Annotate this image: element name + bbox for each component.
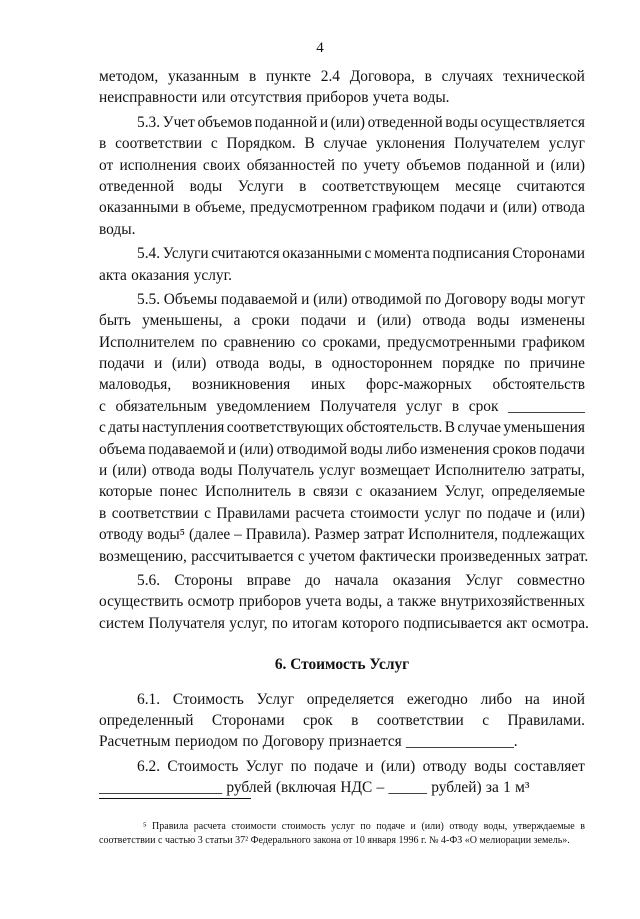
word: предусмотренными xyxy=(387,333,516,351)
word: быть xyxy=(99,312,131,330)
word: и xyxy=(489,199,498,217)
text-line xyxy=(99,265,585,286)
word: одностороннем xyxy=(331,355,433,373)
word: ______________. xyxy=(406,733,518,751)
word: Учет xyxy=(162,113,195,131)
paragraph-5-3 xyxy=(99,112,585,240)
word: услуг xyxy=(406,397,443,415)
text-line xyxy=(99,66,585,87)
word: по xyxy=(341,156,358,174)
word: по xyxy=(504,355,521,373)
word: подписывается xyxy=(403,614,503,632)
word: со xyxy=(301,333,317,351)
word: (или) xyxy=(550,156,585,174)
word: своих xyxy=(202,156,241,174)
word: 1 xyxy=(503,779,511,797)
word: 6.2. xyxy=(137,757,161,775)
word: считаются xyxy=(211,245,280,263)
word: Исполнитель xyxy=(205,483,292,501)
word: сроками, xyxy=(322,333,381,351)
word: и xyxy=(99,462,108,480)
word: фактически xyxy=(359,547,436,565)
word: приборов xyxy=(306,89,369,107)
footnote-separator xyxy=(99,798,251,799)
word: и xyxy=(301,290,310,308)
word: услуг xyxy=(319,462,356,480)
word: на xyxy=(524,690,540,708)
word: (или) xyxy=(239,440,274,458)
word: затраты, xyxy=(530,462,585,480)
paragraph-gap xyxy=(99,634,585,637)
word: либо xyxy=(480,690,513,708)
word: В xyxy=(444,419,455,437)
word: осуществить xyxy=(99,593,184,611)
word: (или) xyxy=(380,757,416,775)
word: и xyxy=(357,312,366,330)
text-line xyxy=(99,197,585,218)
word: изменения xyxy=(420,440,490,458)
word: приборов xyxy=(238,593,302,611)
text-line xyxy=(99,133,585,154)
word: акт xyxy=(506,614,528,632)
word: причине xyxy=(529,355,585,373)
word: в xyxy=(299,177,307,195)
word: форс-мажорных xyxy=(366,376,472,394)
paragraph-5-6 xyxy=(99,570,589,634)
word: 5.4. xyxy=(137,245,161,263)
word: Услуги xyxy=(162,245,209,263)
word: составляет xyxy=(514,757,585,775)
word: воды, xyxy=(268,355,306,373)
text-line xyxy=(99,353,585,374)
word: сроков xyxy=(492,440,537,458)
word: порядке xyxy=(442,355,495,373)
paragraph-5-4 xyxy=(99,243,585,286)
word: в xyxy=(298,483,306,501)
text-line xyxy=(99,219,585,240)
word: графиком xyxy=(371,199,435,217)
word: момента xyxy=(373,245,430,263)
word: оказанными xyxy=(99,199,179,217)
word: (или) xyxy=(171,355,207,373)
word: соответствии xyxy=(376,711,464,729)
word: считаются xyxy=(516,177,585,195)
word: систем xyxy=(99,614,145,632)
word: Исполнителю xyxy=(434,462,526,480)
word: определяемые xyxy=(491,483,585,501)
text-line xyxy=(99,396,585,417)
word: в xyxy=(99,135,107,153)
word: рублей xyxy=(226,779,272,797)
text-line xyxy=(99,289,585,310)
word: воды⁵ xyxy=(147,526,186,544)
word: случае xyxy=(457,419,501,437)
word: воды xyxy=(200,462,233,480)
word: месяце xyxy=(455,177,502,195)
word: обстоятельств xyxy=(492,376,585,394)
word: воды xyxy=(189,177,223,195)
word: (далее xyxy=(188,526,231,544)
word: совместно xyxy=(516,571,585,589)
word: сроки xyxy=(251,312,290,330)
text-line xyxy=(99,689,585,710)
word: м³ xyxy=(515,779,530,797)
text-line xyxy=(99,87,585,108)
word: периодом xyxy=(174,733,239,751)
word: с xyxy=(297,547,305,565)
word: начала xyxy=(334,571,379,589)
text-line xyxy=(99,777,585,798)
word: Стоимость xyxy=(167,757,239,775)
word: Договора, xyxy=(349,68,415,85)
word: по xyxy=(425,290,442,308)
footnote-text: ⁵ Правила расчета стоимости стоимость услуг по подаче и (или) отводу воды, утверждаемые в соответствии с частью 3 статьи 37² Федерального закона от 10 января 1996 г. № 4-ФЗ «О мелиорации земель». xyxy=(99,821,585,846)
word: иных xyxy=(310,376,346,394)
text-line xyxy=(99,570,585,591)
word: ________________ xyxy=(99,779,223,797)
word: Услуг xyxy=(256,690,295,708)
word: указанным xyxy=(167,68,240,85)
word: отвода xyxy=(422,312,466,330)
text-line xyxy=(99,112,585,133)
document-body xyxy=(99,66,589,802)
word: оказанием xyxy=(369,483,438,501)
text-line xyxy=(99,310,585,331)
word: иной xyxy=(552,690,585,708)
text-line xyxy=(99,374,585,395)
text-line xyxy=(99,546,589,567)
text-line xyxy=(99,243,585,264)
word: технической xyxy=(502,68,585,85)
word: с xyxy=(99,419,106,437)
word: исполнения xyxy=(119,156,197,174)
word: даты xyxy=(108,419,140,437)
word: Правилами. xyxy=(507,711,585,729)
word: учета xyxy=(372,89,409,107)
text-line xyxy=(99,524,585,545)
word: наступления xyxy=(141,419,225,437)
word: услуг, xyxy=(229,614,268,632)
word: воды xyxy=(474,757,507,775)
word: ежегодно xyxy=(406,690,468,708)
word: Правилами xyxy=(216,504,290,522)
word: оказанными xyxy=(282,245,362,263)
word: Порядком. xyxy=(226,135,296,153)
word: отвода xyxy=(151,462,195,480)
word: а xyxy=(233,312,241,330)
text-line xyxy=(99,503,585,524)
word: случаях xyxy=(441,68,494,85)
word: отводу xyxy=(99,526,144,544)
word: уклонения xyxy=(375,135,446,153)
word: от xyxy=(99,156,114,174)
word: Услуг, xyxy=(444,483,485,501)
word: в xyxy=(248,68,257,85)
footnote xyxy=(99,820,585,847)
word: неисправности xyxy=(99,89,198,107)
word: могут xyxy=(546,290,585,308)
text-line xyxy=(99,155,585,176)
word: воды xyxy=(445,113,478,131)
word: услуг xyxy=(548,135,585,153)
word: объема xyxy=(99,440,146,458)
word: учету xyxy=(363,156,401,174)
word: воды. xyxy=(413,89,450,107)
word: методом, xyxy=(99,68,159,85)
word: признается xyxy=(328,733,402,751)
word: по xyxy=(242,733,259,751)
word: понес xyxy=(159,483,198,501)
text-line xyxy=(99,731,585,752)
word: поданной xyxy=(254,113,318,131)
word: с xyxy=(482,711,490,729)
word: отведенной xyxy=(367,113,443,131)
word: 5.5. xyxy=(137,290,161,308)
word: отвода xyxy=(215,355,260,373)
word: с xyxy=(210,135,218,153)
word: определяется xyxy=(306,690,395,708)
word: оказания xyxy=(392,571,451,589)
word: отвода xyxy=(541,199,585,217)
word: учета xyxy=(305,593,342,611)
word: Объемы xyxy=(163,290,218,308)
word: соответствующих xyxy=(226,419,344,437)
text-line xyxy=(99,756,585,777)
word: по xyxy=(290,757,307,775)
text-line xyxy=(99,613,589,634)
word: либо xyxy=(385,440,418,458)
word: вправе xyxy=(246,571,291,589)
word: воды, xyxy=(345,593,383,611)
word: акта xyxy=(99,266,127,284)
word: соответствии xyxy=(115,135,203,153)
word: отсутствия xyxy=(230,89,302,107)
word: Договору xyxy=(444,290,507,308)
word: Сторонами xyxy=(211,711,285,729)
word: с xyxy=(355,483,363,501)
word: Получателя xyxy=(148,614,225,632)
text-line xyxy=(99,591,585,612)
word: определенный xyxy=(99,711,194,729)
word: __________ xyxy=(508,397,585,415)
word: объемов xyxy=(406,156,461,174)
word: подаваемой xyxy=(148,440,225,458)
text-line xyxy=(99,460,585,481)
word: осуществляется xyxy=(480,113,585,131)
word: в xyxy=(451,397,460,415)
word: Расчетным xyxy=(99,733,171,751)
word: оказания xyxy=(131,266,190,284)
page-number: 4 xyxy=(316,40,324,56)
word: осмотр xyxy=(187,593,235,611)
word: подачи xyxy=(439,199,486,217)
word: и xyxy=(536,156,545,174)
section-heading: 6. Стоимость Услуг xyxy=(274,656,410,674)
word: услуг xyxy=(424,504,461,522)
word: и xyxy=(536,504,546,522)
paragraph-cont xyxy=(99,66,585,109)
word: пункте xyxy=(265,68,311,85)
word: учетом xyxy=(309,547,355,565)
word: срок xyxy=(303,711,333,729)
text-line xyxy=(99,439,585,460)
word: по xyxy=(466,504,483,522)
text-line xyxy=(99,332,585,353)
word: объемов xyxy=(197,113,253,131)
word: осмотра. xyxy=(531,614,589,632)
word: В xyxy=(304,135,315,153)
word: Сторонами xyxy=(512,245,585,263)
word: подаваемой xyxy=(220,290,298,308)
word: которые xyxy=(99,483,153,501)
word: также xyxy=(397,593,437,611)
word: внутрихозяйственных xyxy=(440,593,585,611)
word: расчета xyxy=(295,504,345,522)
word: Услуг xyxy=(465,571,503,589)
word: Правила). xyxy=(245,526,311,544)
word: услуг. xyxy=(193,266,233,284)
paragraph-5-5 xyxy=(99,289,589,567)
word: и xyxy=(365,757,374,775)
word: возмещает xyxy=(360,462,430,480)
word: – xyxy=(376,779,385,797)
word: по xyxy=(271,614,288,632)
text-line xyxy=(99,481,585,502)
word: с xyxy=(364,245,372,263)
word: Получателем xyxy=(453,135,540,153)
word: соответствующем xyxy=(321,177,440,195)
word: и xyxy=(154,355,163,373)
word: соответствии xyxy=(111,504,199,522)
word: воды xyxy=(350,440,383,458)
word: (или) xyxy=(112,462,147,480)
word: которого xyxy=(341,614,400,632)
word: возмещению, xyxy=(99,547,187,565)
word: обязательным xyxy=(115,397,207,415)
word: подачи xyxy=(99,355,145,373)
paragraph-6-1 xyxy=(99,689,585,753)
word: Исполнителя, xyxy=(408,526,498,544)
word: в xyxy=(314,355,323,373)
paragraph-6-2 xyxy=(99,756,585,799)
word: подачи xyxy=(539,440,585,458)
word: за xyxy=(485,779,499,797)
word: по xyxy=(201,333,218,351)
word: (или) xyxy=(502,199,537,217)
word: отводимой xyxy=(351,290,422,308)
word: предусмотренном xyxy=(250,199,368,217)
word: подаче xyxy=(313,757,358,775)
word: (включая xyxy=(275,779,337,797)
word: Услуги xyxy=(237,177,284,195)
word: поданной xyxy=(467,156,530,174)
word: произведенных xyxy=(440,547,542,565)
word: объеме, xyxy=(195,199,246,217)
word: и xyxy=(319,113,329,131)
word: Услуг xyxy=(245,757,284,775)
word: отводимой xyxy=(276,440,348,458)
word: случае xyxy=(323,135,368,153)
word: с xyxy=(99,397,106,415)
text-line xyxy=(99,176,585,197)
word: или xyxy=(201,89,226,107)
word: отведенной xyxy=(99,177,175,195)
word: затрат. xyxy=(545,547,589,565)
word: стоимости xyxy=(350,504,420,522)
word: Размер xyxy=(314,526,360,544)
word: – xyxy=(234,526,242,544)
word: затрат xyxy=(363,526,405,544)
word: рублей) xyxy=(431,779,482,797)
word: подачи xyxy=(300,312,347,330)
word: возникновения xyxy=(191,376,291,394)
word: и xyxy=(228,440,237,458)
word: Исполнителем xyxy=(99,333,195,351)
word: уменьшения xyxy=(503,419,585,437)
word: а xyxy=(386,593,394,611)
word: обстоятельств. xyxy=(346,419,443,437)
word: изменены xyxy=(520,312,585,330)
word: до xyxy=(305,571,321,589)
word: в xyxy=(183,199,191,217)
word: уведомлением xyxy=(216,397,311,415)
word: воды. xyxy=(99,220,136,238)
word: воды xyxy=(510,290,544,308)
word: срок xyxy=(468,397,499,415)
word: подаче xyxy=(487,504,532,522)
word: сравнению xyxy=(223,333,296,351)
word: итогам xyxy=(292,614,338,632)
word: НДС xyxy=(340,779,373,797)
word: Договору xyxy=(262,733,325,751)
word: в xyxy=(99,504,107,522)
word: _____ xyxy=(388,779,427,797)
word: графиком xyxy=(522,333,585,351)
text-line xyxy=(99,417,585,438)
word: в xyxy=(351,711,359,729)
word: 5.6. xyxy=(137,571,161,589)
word: подписания xyxy=(432,245,510,263)
word: маловодья, xyxy=(99,376,172,394)
word: связи xyxy=(312,483,349,501)
word: подлежащих xyxy=(501,526,585,544)
word: Получателя xyxy=(319,397,397,415)
word: 6.1. xyxy=(137,690,161,708)
word: в xyxy=(424,68,432,85)
word: 2.4 xyxy=(320,68,340,85)
word: Получатель xyxy=(237,462,315,480)
word: (или) xyxy=(550,504,585,522)
word: обязанностей xyxy=(246,156,336,174)
word: (или) xyxy=(330,113,366,131)
word: рассчитывается xyxy=(191,547,294,565)
word: с xyxy=(204,504,211,522)
word: (или) xyxy=(313,290,348,308)
word: воды xyxy=(476,312,510,330)
word: отводу xyxy=(422,757,467,775)
text-line xyxy=(99,710,585,731)
word: Стоимость xyxy=(172,690,244,708)
word: (или) xyxy=(376,312,412,330)
word: Стороны xyxy=(174,571,233,589)
word: 5.3. xyxy=(137,113,161,131)
word: уменьшены, xyxy=(142,312,223,330)
